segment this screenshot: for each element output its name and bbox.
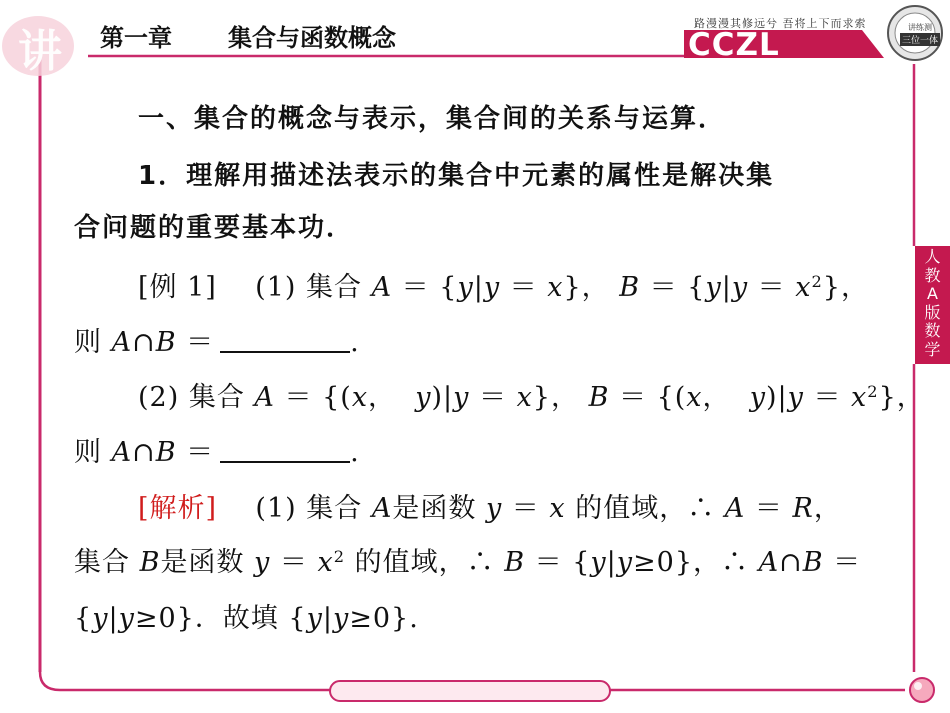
side-tab-textbook-label — [915, 246, 950, 364]
seal-bottom-text: 三位一体 — [900, 33, 940, 46]
q1-prefix: (1) 集合 — [255, 272, 362, 303]
q2-prefix: (2) 集合 — [138, 382, 245, 413]
solution-part-1: (1) 集合 — [255, 493, 363, 524]
is-function-text: 是函数 — [392, 493, 477, 524]
set-text: 集合 — [74, 547, 130, 578]
solution-label: [解析] — [138, 493, 218, 524]
solution-line-2: 集合 B是函数 $y = x^2$ 的值域，∴ B ＝ {y|y≥0}，∴ A∩B ＝ — [74, 547, 862, 578]
question-2-answer-line: 则 A∩B ＝ . — [74, 437, 360, 468]
side-tab-char: 人 — [924, 247, 941, 266]
seal-top-text: 讲练测 — [908, 23, 932, 32]
example-label: [例 1] — [138, 272, 217, 303]
is-function-text: 是函数 — [160, 547, 245, 578]
slogan-text: 路漫漫其修远兮 吾将上下而求索 — [694, 17, 867, 30]
range-text: 的值域，∴ — [354, 547, 495, 578]
point-1-line-1: 1．理解用描述法表示的集合中元素的属性是解决集 — [138, 161, 775, 191]
side-tab-char: 教 — [924, 265, 941, 285]
example-1-question-1: [例 1] (1) 集合 A ＝ {y|y ＝ x}， $B = \{y|y = x^2\}$， — [138, 272, 869, 303]
side-tab-char: 版 — [924, 302, 941, 322]
solution-line-3: {y|y≥0}．故填 {y|y≥0}. — [74, 603, 419, 634]
answer-blank — [220, 327, 350, 353]
brand-name: CCZL — [688, 27, 780, 63]
side-tab-char: A — [927, 284, 938, 303]
side-tab-char: 数 — [924, 321, 941, 340]
point-1-line-2: 合问题的重要基本功． — [74, 213, 355, 243]
brand-watermark-logo — [0, 0, 100, 95]
answer-blank — [220, 437, 350, 463]
question-1-answer-line: 则 A∩B ＝ . — [74, 327, 360, 358]
solution-line-1: [解析] (1) 集合 A是函数 y ＝ x 的值域，∴ A ＝ R， — [138, 493, 842, 524]
svg-text:讲: 讲 — [18, 26, 62, 77]
side-tab-char: 学 — [924, 339, 941, 359]
fill-in-text: ．故填 — [194, 603, 279, 634]
example-1-question-2: (2) 集合 A ＝ {(x， y)|y ＝ x}， B ＝ {(x， $y)|y = x^2$}， — [138, 382, 925, 413]
chapter-title: 第一章 — [100, 24, 172, 52]
section-title: 集合与函数概念 — [228, 24, 396, 52]
then-label: 则 — [74, 437, 102, 468]
range-text: 的值域，∴ — [575, 493, 716, 524]
section-heading: 一、集合的概念与表示，集合间的关系与运算． — [138, 104, 727, 134]
then-label: 则 — [74, 327, 102, 358]
